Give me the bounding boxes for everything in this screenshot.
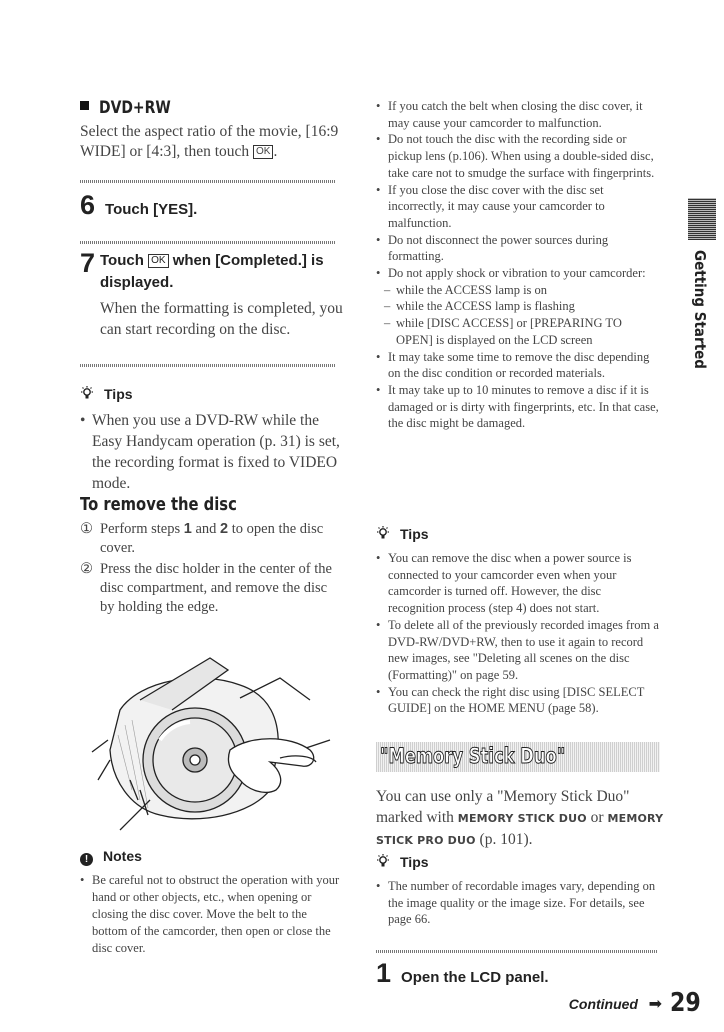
tips-box-left	[80, 386, 345, 494]
ok-button-icon: OK	[253, 145, 273, 159]
tips-heading: Tips	[400, 854, 429, 870]
ok-button-icon: OK	[148, 254, 168, 268]
square-bullet-icon	[80, 101, 89, 110]
divider	[80, 241, 336, 244]
divider	[376, 950, 658, 953]
camcorder-disc-illustration	[80, 640, 342, 840]
side-tab-marker	[688, 198, 716, 240]
step-circle-number: ①	[80, 521, 93, 537]
step-number: 7	[80, 248, 96, 278]
remove-step-text: Press the disc holder in the center of the disc compartment, and remove the disc by holding the edge.	[100, 561, 332, 615]
memory-text: You can use only a "Memory Stick Duo" marked with	[376, 788, 630, 826]
caution-item: • Do not disconnect the power sources during formatting.	[376, 232, 660, 265]
caution-subitem: – while the ACCESS lamp is on	[376, 282, 660, 299]
lightbulb-icon	[80, 386, 94, 400]
arrow-right-icon: ➡	[648, 994, 662, 1013]
step-circle-number: ②	[80, 561, 93, 577]
remove-heading: To remove the disc	[80, 494, 237, 515]
dvd-heading: DVD+RW	[99, 98, 171, 118]
lightbulb-icon	[376, 854, 390, 868]
remove-step-text: to open the disc cover.	[100, 521, 324, 556]
caution-subitem: – while the ACCESS lamp is flashing	[376, 298, 660, 315]
remove-disc-section	[80, 494, 342, 617]
step-ref: 2	[220, 521, 229, 537]
caution-item: • If you close the disc cover with the disc set incorrectly, it may cause your camcorder to malfunction.	[376, 182, 660, 232]
remove-step-text: Perform steps	[100, 521, 184, 537]
tips-heading: Tips	[104, 386, 133, 402]
tips-box-right	[376, 526, 660, 717]
lightbulb-icon	[376, 526, 390, 540]
memory-stick-duo-logo: MEMORY STICK DUO	[457, 812, 587, 825]
memory-stick-banner	[376, 742, 660, 772]
memory-stick-text	[376, 786, 666, 851]
caution-item: • It may take up to 10 minutes to remove a disc if it is damaged or is dirty with fingerprints, etc. In that case, the disc might be damaged.	[376, 382, 660, 432]
dvd-text-block: Select the aspect ratio of the movie, [16:9 WIDE] or [4:3], then touch OK .	[80, 123, 339, 160]
step-1	[376, 958, 666, 989]
right-cautions	[376, 98, 660, 432]
caution-item: • If you catch the belt when closing the disc cover, it may cause your camcorder to malfunction.	[376, 98, 660, 131]
page-footer	[520, 988, 720, 1022]
notes-box	[80, 848, 345, 957]
dvd-rw-section	[80, 98, 345, 162]
side-tab-text: Getting Started	[691, 250, 709, 369]
step-7	[80, 250, 345, 340]
side-tab-label	[688, 250, 716, 369]
tips-item: • You can remove the disc when a power source is connected to your camcorder even when your camcorder is turned off. However, the disc recognition process (step 4) does not start.	[376, 550, 660, 617]
step-text: Touch [YES].	[105, 201, 198, 218]
tips-item: • To delete all of the previously recorded images from a DVD-RW/DVD+RW, then to use it again to record new images, see "Deleting all scenes on the disc (Formatting)" on page 59.	[376, 617, 660, 684]
divider	[80, 180, 336, 183]
caution-item: • It may take some time to remove the disc depending on the disc condition or recorded materials.	[376, 349, 660, 382]
camcorder-illustration-svg	[80, 640, 342, 840]
notes-item: • Be careful not to obstruct the operation with your hand or other objects, etc., when opening or closing the disc cover. Move the belt to the bottom of the camcorder, then open or close the disc cover.	[80, 872, 345, 957]
remove-step-text: and	[191, 521, 221, 537]
step-body: When the formatting is completed, you can start recording on the disc.	[100, 300, 343, 338]
step-number: 6	[80, 190, 96, 220]
memory-or: or	[590, 809, 604, 826]
memory-page-ref: (p. 101).	[479, 831, 533, 848]
step-text-b: when [Completed.] is displayed.	[100, 252, 324, 291]
step-number: 1	[376, 958, 392, 988]
page-number: 29	[669, 988, 701, 1018]
memory-stick-pro-duo-logo: MEMORY STICK PRO DUO	[376, 812, 664, 847]
tips-item: • The number of recordable images vary, depending on the image quality or the image size. For details, see page 66.	[376, 878, 660, 928]
tips-item: • You can check the right disc using [DISC SELECT GUIDE] on the HOME MENU (page 58).	[376, 684, 660, 717]
tips-heading: Tips	[400, 526, 429, 542]
notes-icon: !	[80, 853, 93, 866]
tips-box-right-2	[376, 854, 660, 928]
divider	[80, 364, 336, 367]
step-text: Open the LCD panel.	[401, 969, 549, 986]
remove-step-1	[80, 520, 342, 558]
caution-item: • Do not touch the disc with the recording side or pickup lens (p.106). When using a double-sided disc, take care not to smudge the surface with fingerprints.	[376, 131, 660, 181]
step-ref: 1	[183, 521, 192, 537]
memory-heading: "Memory Stick Duo"	[380, 744, 566, 768]
dvd-text: Select the aspect ratio of the movie, [16:9 WIDE] or [4:3], then touch	[80, 123, 339, 160]
caution-item: • Do not apply shock or vibration to your camcorder:	[376, 265, 660, 282]
step-text-a: Touch	[100, 252, 144, 269]
tips-item: • When you use a DVD-RW while the Easy Handycam operation (p. 31) is set, the recording format is fixed to VIDEO mode.	[80, 410, 345, 494]
step-6	[80, 190, 345, 220]
continued-label: Continued	[568, 996, 638, 1012]
section-heading	[80, 98, 345, 122]
step-heading	[100, 250, 345, 294]
remove-step-2	[80, 560, 342, 617]
notes-heading: Notes	[103, 848, 142, 864]
caution-subitem: – while [DISC ACCESS] or [PREPARING TO OPEN] is displayed on the LCD screen	[376, 315, 660, 348]
